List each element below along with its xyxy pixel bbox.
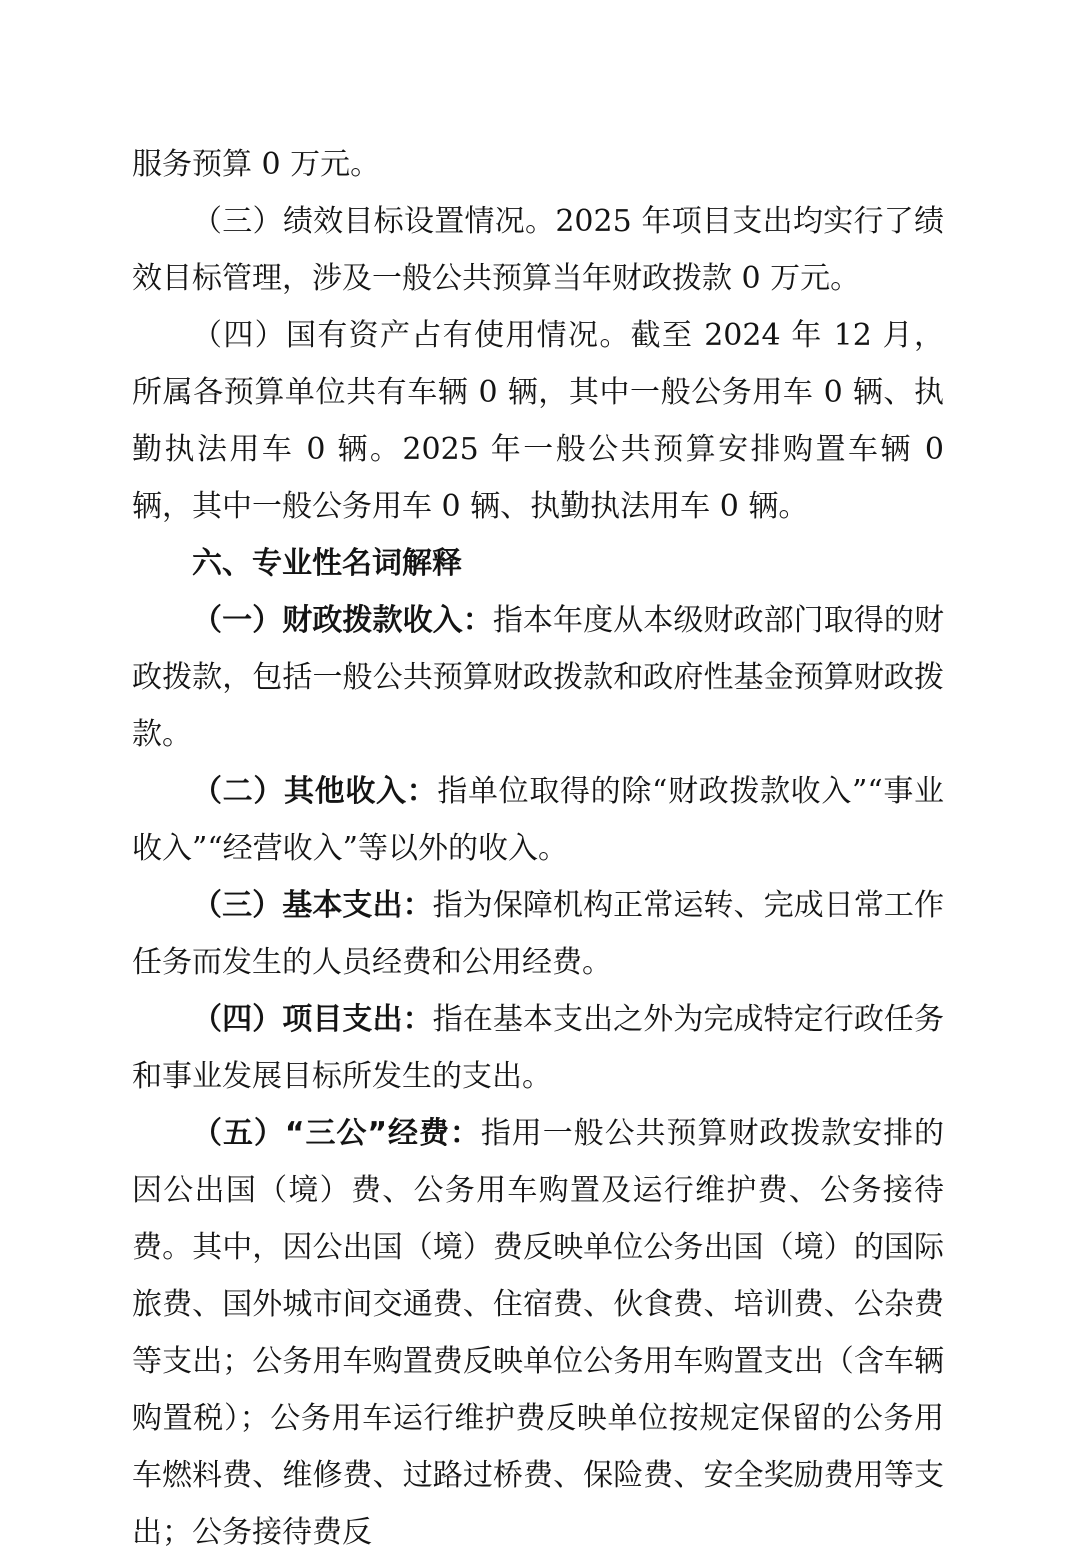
definition-term: （二）其他收入： bbox=[192, 774, 438, 809]
section-heading: 六、专业性名词解释 bbox=[192, 546, 462, 581]
paragraph-text: 服务预算 0 万元。 bbox=[132, 147, 381, 182]
paragraph-lead: （四）国有资产占有使用情况。 bbox=[192, 318, 631, 353]
document-body bbox=[132, 136, 944, 1561]
paragraph-text: 截至 2024 年 12 月，所属各预算单位共有车辆 0 辆，其中一般公务用车 0 辆、执勤执法用车 0 辆。2025 年一般公共预算安排购置车辆 0 辆，其中一般公务用车 0 辆、执勤执法用车 0 辆。 bbox=[132, 318, 945, 524]
definition-term: （五）“三公”经费： bbox=[192, 1116, 481, 1151]
definition-text: 指在基本支出之外为完成特定行政任务和事业发展目标所发生的支出。 bbox=[132, 1002, 945, 1094]
definition-term: （四）项目支出： bbox=[192, 1002, 433, 1037]
definition-item bbox=[132, 592, 944, 763]
definition-text: 指本年度从本级财政部门取得的财政拨款，包括一般公共预算财政拨款和政府性基金预算财政拨款。 bbox=[132, 603, 945, 752]
definition-text: 指为保障机构正常运转、完成日常工作任务而发生的人员经费和公用经费。 bbox=[132, 888, 945, 980]
definition-item bbox=[132, 763, 944, 877]
definition-item bbox=[132, 877, 944, 991]
definition-term: （一）财政拨款收入： bbox=[192, 603, 493, 638]
paragraph-text: 2025 年项目支出均实行了绩效目标管理，涉及一般公共预算当年财政拨款 0 万元。 bbox=[132, 204, 945, 296]
definition-text: 指单位取得的除“财政拨款收入”“事业收入”“经营收入”等以外的收入。 bbox=[132, 774, 944, 866]
paragraph-lead: （三）绩效目标设置情况。 bbox=[192, 204, 556, 239]
definition-term: （三）基本支出： bbox=[192, 888, 433, 923]
paragraph-state-assets bbox=[132, 307, 944, 535]
paragraph-performance-targets bbox=[132, 193, 944, 307]
definition-item bbox=[132, 991, 944, 1105]
paragraph-continuation bbox=[132, 136, 944, 193]
definition-item bbox=[132, 1105, 944, 1561]
definition-text: 指用一般公共预算财政拨款安排的因公出国（境）费、公务用车购置及运行维护费、公务接待费。其中，因公出国（境）费反映单位公务出国（境）的国际旅费、国外城市间交通费、住宿费、伙食费、培训费、公杂费等支出；公务用车购置费反映单位公务用车购置支出（含车辆购置税）；公务用车运行维护费反映单位按规定保留的公务用车燃料费、维修费、过路过桥费、保险费、安全奖励费用等支出；公务接待费反 bbox=[132, 1116, 945, 1550]
